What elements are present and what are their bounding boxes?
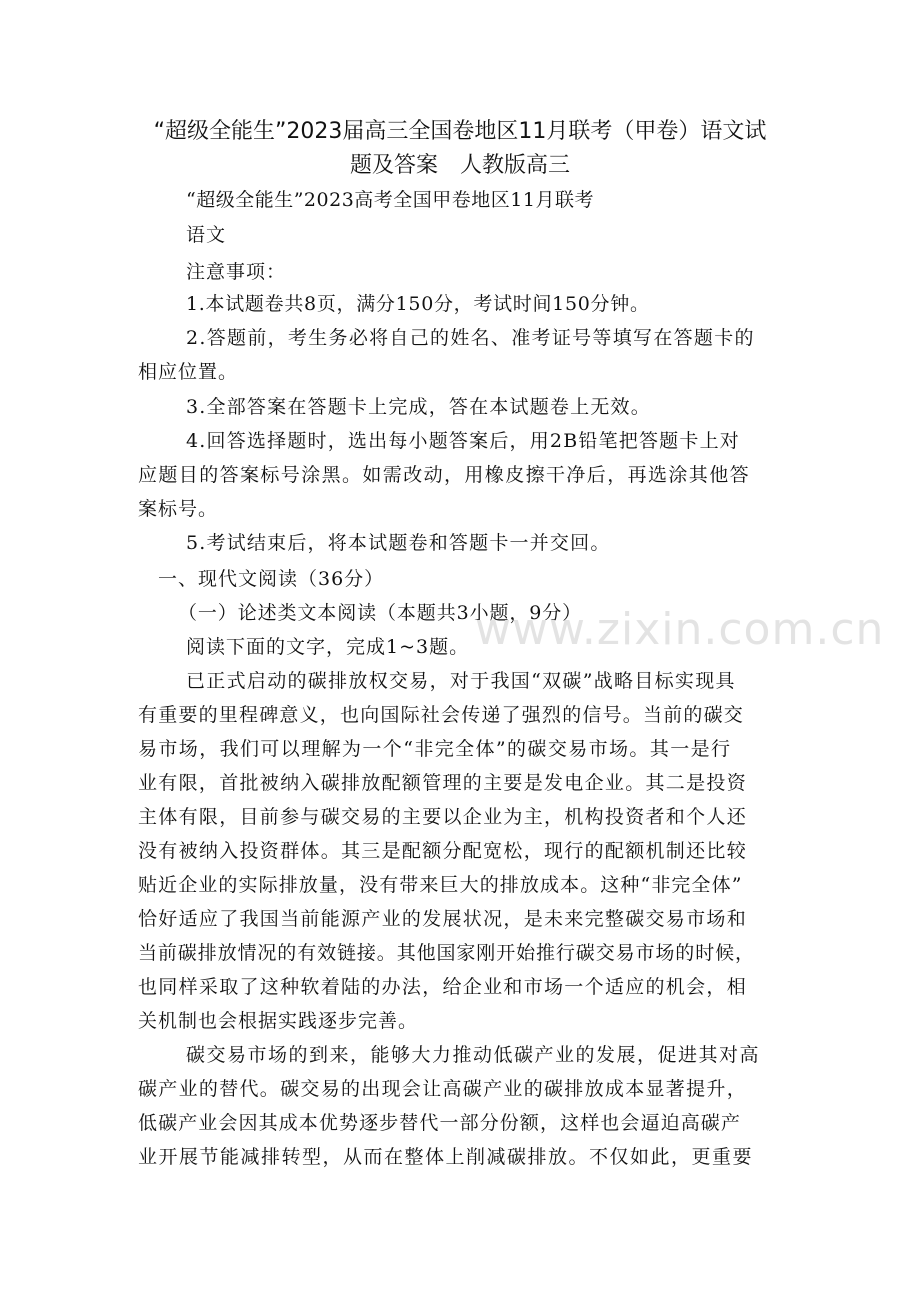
document-line: 5.考试结束后，将本试题卷和答题卡一并交回。 <box>186 532 611 554</box>
document-line: 2.答题前，考生务必将自己的姓名、准考证号等填写在答题卡的 <box>186 327 755 349</box>
document-line: 易市场，我们可以理解为一个“非完全体”的碳交易市场。其一是行 <box>138 738 732 760</box>
document-line: 阅读下面的文字，完成1~3题。 <box>186 636 470 658</box>
document-line: 也同样采取了这种软着陆的办法，给企业和市场一个适应的机会，相 <box>138 976 748 998</box>
document-line: 相应位置。 <box>138 361 239 383</box>
document-line: 贴近企业的实际排放量，没有带来巨大的排放成本。这种“非完全体” <box>138 874 743 896</box>
document-line: 当前碳排放情况的有效链接。其他国家刚开始推行碳交易市场的时候， <box>138 942 755 964</box>
document-line: 恰好适应了我国当前能源产业的发展状况，是未来完整碳交易市场和 <box>138 908 748 930</box>
document-line: 关机制也会根据实践逐步完善。 <box>138 1010 419 1032</box>
document-line: 案标号。 <box>138 498 219 520</box>
document-line: 3.全部答案在答题卡上完成，答在本试题卷上无效。 <box>186 396 651 418</box>
document-line: 1.本试题卷共8页，满分150分，考试时间150分钟。 <box>186 293 650 315</box>
document-line: 一、现代文阅读（36分） <box>158 568 385 590</box>
document-line: “超级全能生”2023高考全国甲卷地区11月联考 <box>186 189 594 211</box>
document-line: 有重要的里程碑意义，也向国际社会传递了强烈的信号。当前的碳交 <box>138 704 745 726</box>
document-line: 碳产业的替代。碳交易的出现会让高碳产业的碳排放成本显著提升， <box>138 1078 748 1100</box>
document-line: 语文 <box>186 224 227 246</box>
document-line: 注意事项： <box>186 261 287 283</box>
document-line: 低碳产业会因其成本优势逐步替代一部分份额，这样也会逼迫高碳产 <box>138 1112 742 1134</box>
document-line: 碳交易市场的到来，能够大力推动低碳产业的发展，促进其对高 <box>186 1044 761 1066</box>
document-line: 业开展节能减排转型，从而在整体上削减碳排放。不仅如此，更重要 <box>138 1146 754 1168</box>
document-line: 业有限，首批被纳入碳排放配额管理的主要是发电企业。其二是投资 <box>138 772 748 794</box>
document-title-line-1: “超级全能生”2023届高三全国卷地区11月联考（甲卷）语文试 <box>153 119 767 144</box>
document-line: 没有被纳入投资群体。其三是配额分配宽松，现行的配额机制还比较 <box>138 840 748 862</box>
document-line: （一）论述类文本阅读（本题共3小题，9分） <box>178 602 583 624</box>
document-line: 已正式启动的碳排放权交易，对于我国“双碳”战略目标实现具 <box>186 670 736 692</box>
document-line: 4.回答选择题时，选出每小题答案后，用2B铅笔把答题卡上对 <box>186 430 740 452</box>
watermark: www.zixin.com.cn <box>475 604 885 655</box>
document-title-line-2: 题及答案 人教版高三 <box>349 153 570 178</box>
document-line: 主体有限，目前参与碳交易的主要以企业为主，机构投资者和个人还 <box>138 806 748 828</box>
document-line: 应题目的答案标号涂黑。如需改动，用橡皮擦干净后，再选涂其他答 <box>138 464 751 486</box>
